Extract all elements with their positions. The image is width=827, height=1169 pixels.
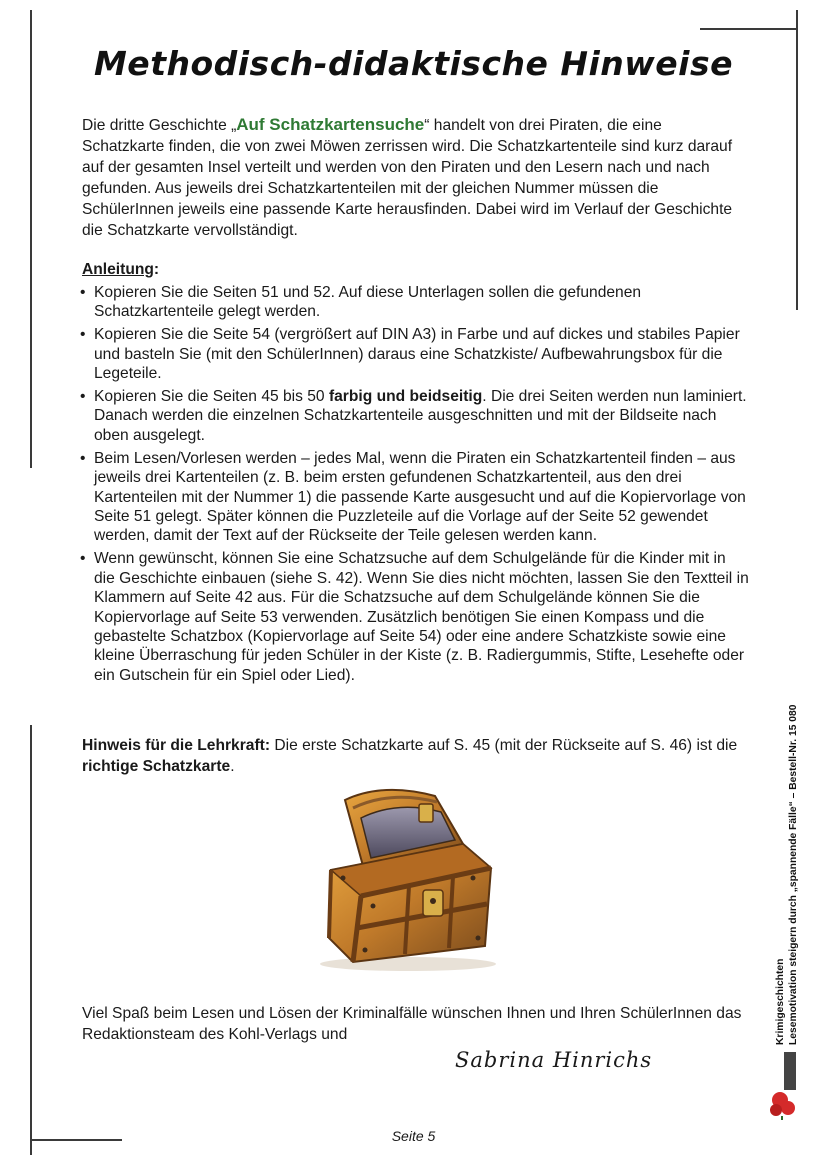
frame-line-left-bottom	[30, 725, 32, 1155]
bullet-icon: •	[80, 449, 86, 467]
list-item-bold: farbig und beidseitig	[328, 388, 483, 406]
list-item	[80, 325, 750, 383]
list-item-text-start: Kopieren Sie die Seiten 45 bis 50	[94, 388, 329, 406]
anleitung-heading-label: Anleitung	[82, 261, 154, 278]
bullet-icon: •	[80, 326, 86, 344]
intro-text-start: Die dritte Geschichte „	[82, 117, 237, 134]
hint-label: Hinweis für die Lehrkraft:	[82, 737, 271, 754]
story-title: Auf Schatzkartensuche	[236, 115, 425, 134]
side-imprint-title: Lesemotivation steigern durch „spannende Fälle“ – Bestell-Nr. 15 080	[788, 704, 799, 1045]
frame-line-top-right	[700, 28, 798, 30]
list-item-text: Kopieren Sie die Seite 54 (vergrößert auf DIN A3) in Farbe und auf dickes und stabiles Papier und basteln Sie (mit den SchülerInnen) daraus eine Schatzkiste/ Aufbewahrungsbox für die Legeteile.	[94, 326, 740, 383]
hint-end: .	[230, 758, 235, 775]
page-title: Methodisch-didaktische Hinweise	[93, 44, 734, 83]
bullet-icon: •	[80, 284, 86, 301]
intro-text-rest: “ handelt von drei Piraten, die eine Schatzkarte finden, die von zwei Möwen zerrissen wird. Die Schatzkartenteile sind kurz darauf auf der gesamten Insel verteilt und werden von den Piraten und den Lesern nach und nach gefunden. Aus jeweils drei Schatzkartenteilen mit der gleichen Nummer müssen die SchülerInnen jeweils eine passende Karte herausfinden. Dabei wird im Verlauf der Geschichte die Schatzkarte vervollständigt.	[82, 117, 733, 239]
kohl-verlag-logo	[768, 1050, 802, 1120]
page-number: Seite 5	[391, 1128, 436, 1144]
bullet-icon: •	[80, 550, 86, 568]
side-imprint-series: Krimigeschichten	[775, 958, 786, 1045]
list-item-text: Kopieren Sie die Seiten 51 und 52. Auf diese Unterlagen sollen die gefundenen Schatzkartenteile gelegt werden.	[94, 284, 642, 321]
hint-bold: richtige Schatzkarte	[82, 758, 231, 775]
list-item-text: Wenn gewünscht, können Sie eine Schatzsuche auf dem Schulgelände für die Kinder mit in die Geschichte einbauen (siehe S. 42). Wenn Sie dies nicht möchten, lassen Sie den Textteil in Klammern auf Seite 42 aus. Für die Schatzsuche auf dem Schulgelände können Sie die Kopiervorlage auf Seite 53 verwenden. Zusätzlich benötigen Sie einen Kompass und die gebastelte Schatzbox (Kopiervorlage auf Seite 54) oder eine andere Schatzkiste sowie eine kleine Überraschung für jeden Schüler in der Kiste (z. B. Radiergummis, Stifte, Lesehefte oder ein Gutschein für ein Spiel oder Lied).	[94, 550, 749, 684]
list-item	[80, 387, 750, 445]
side-imprint	[774, 700, 814, 1045]
treasure-chest-illustration	[313, 778, 503, 973]
list-item-text-end: . Die drei Seiten werden nun laminiert. Danach werden die einzelnen Schatzkartenteile ausgeschnitten und mit der Bildseite nach oben ausgelegt.	[94, 388, 747, 444]
closing-paragraph: Viel Spaß beim Lesen und Lösen der Kriminalfälle wünschen Ihnen und Ihren SchülerInnen das Redaktionsteam des Kohl-Verlags und	[82, 1005, 742, 1043]
author-signature: Sabrina Hinrichs	[455, 1048, 653, 1072]
instruction-list	[80, 283, 750, 689]
list-item-text: Beim Lesen/Vorlesen werden – jedes Mal, wenn die Piraten ein Schatzkartenteil finden – aus jeweils drei Kartenteilen (z. B. beim ersten gefundenen Schatzkartenteil, aus den drei Kartenteilen mit der Nummer 1) die passende Karte ausgesucht und auf die Kopiervorlage von Seite 51 gelegt. Später können die Puzzleteile auf die Vorlage auf der Seite 52 gewendet werden, damit der Text auf der Rückseite der Teile gelesen werden kann.	[94, 449, 746, 545]
anleitung-heading-colon: :	[153, 261, 160, 278]
list-item	[80, 449, 750, 546]
list-item	[80, 283, 750, 322]
list-item	[80, 549, 750, 685]
anleitung-heading	[82, 259, 747, 280]
bullet-icon: •	[80, 388, 86, 406]
hint-text: Die erste Schatzkarte auf S. 45 (mit der Rückseite auf S. 46) ist die	[270, 737, 738, 754]
logo-icon	[768, 1050, 802, 1120]
intro-paragraph	[82, 114, 747, 241]
teacher-hint	[82, 735, 747, 777]
